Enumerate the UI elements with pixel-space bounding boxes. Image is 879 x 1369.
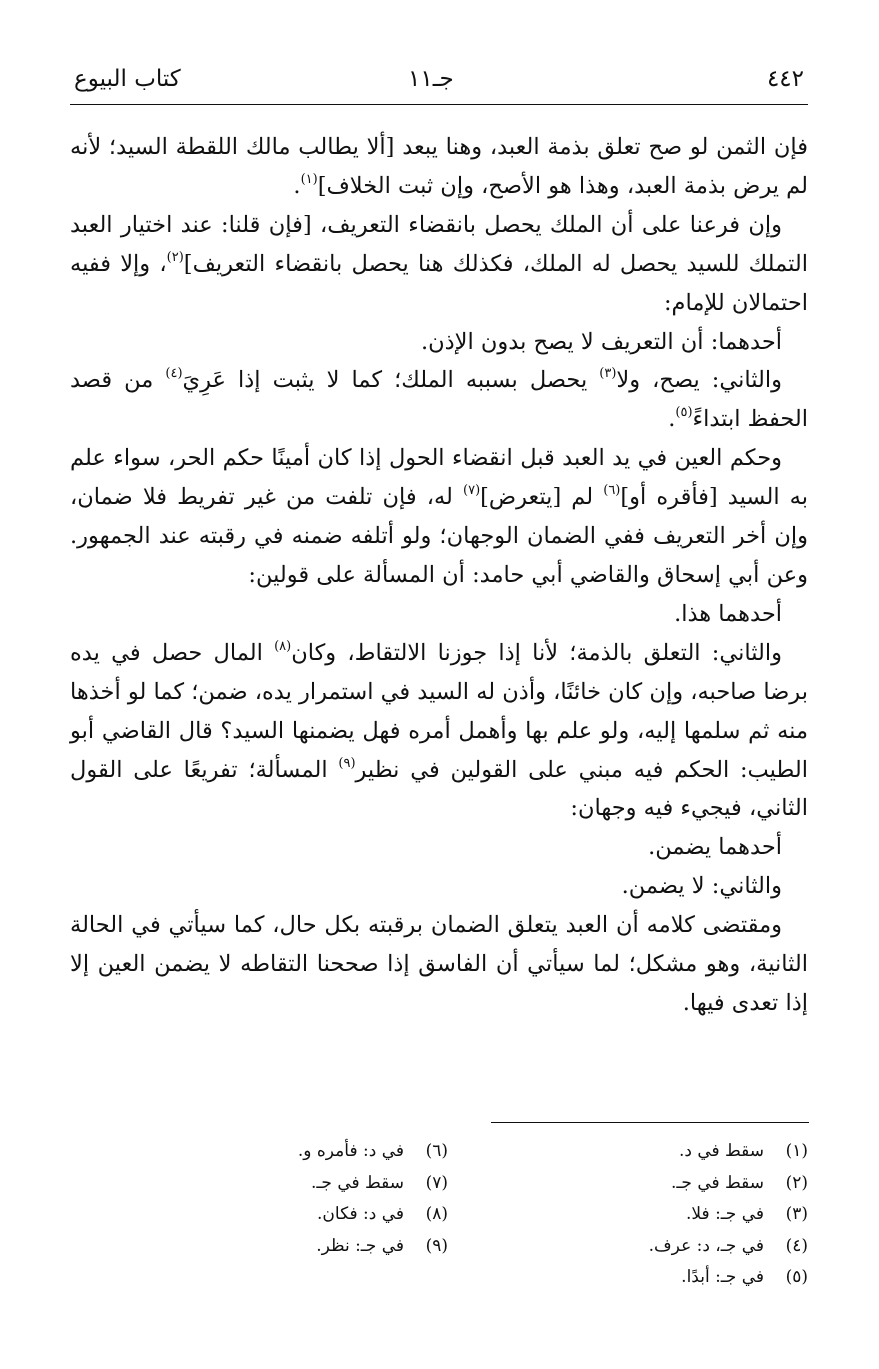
paragraph-text: . [668,406,676,433]
footnote-item [118,1231,448,1263]
footnote-ref: (٥) [675,405,693,421]
paragraph [70,634,808,829]
page-number: ٤٤٢ [766,66,804,92]
paragraph-text: يحصل بسببه الملك؛ كما لا يثبت إذا عَرِيَ [182,367,600,394]
footnote-text: في جـ: نظر. [316,1235,404,1256]
footnote-item [118,1168,448,1200]
paragraph-text: المسألة؛ تفريعًا على القول الثاني، فيجيء فيه وجهان: [70,756,808,822]
footnote-number: (٩) [425,1235,448,1256]
footnote-item [118,1136,448,1168]
footnote-number: (٢) [785,1172,808,1193]
paragraph [70,206,808,323]
paragraph-text: له، فإن تلفت من غير تفريط فلا ضمان، وإن أخر التعريف ففي الضمان الوجهان؛ ولو أتلفه ضمنه في رقبته عند الجمهور. وعن أبي إسحاق والقاضي أبي حامد: أن المسألة على قولين: [70,484,808,588]
footnote-number: (٦) [425,1141,448,1161]
footnote-text: في جـ: فلا. [686,1204,764,1224]
footnotes [70,1136,808,1296]
footnote-item [478,1136,808,1168]
footnote-text: في د: فكان. [317,1204,404,1224]
footnote-item [478,1168,808,1200]
paragraph-text: من قصد الحفظ ابتداءً [70,367,808,433]
footnote-text: سقط في د. [678,1141,764,1161]
footnote-ref: (٨) [274,638,292,654]
footnote-ref: (٧) [463,483,481,499]
book-title: كتاب البيوع [74,66,181,92]
paragraph [70,128,808,206]
paragraph-text: أحدهما هذا. [674,600,782,627]
paragraph [70,828,808,867]
paragraph [70,906,808,1023]
paragraph-text: والثاني: يصح، ولا [616,367,783,394]
paragraph [70,361,808,439]
footnote-text: في د: فأمره و. [297,1141,404,1161]
volume-label: جـ١١ [408,66,454,92]
footnote-divider [491,1122,809,1123]
paragraph-text: أحدهما يضمن. [648,834,782,861]
footnote-ref: (٢) [166,249,184,265]
paragraph [70,595,808,634]
footnote-number: (٣) [785,1204,808,1224]
footnote-ref: (٤) [165,366,183,382]
footnote-item [478,1231,808,1263]
paragraph-text: وإن فرعنا على أن الملك يحصل بانقضاء التعريف، [فإن قلنا: عند اختيار العبد التملك للسيد يحصل له الملك، فكذلك هنا يحصل بانقضاء التعريف] [70,211,808,277]
paragraph-text: والثاني: لا يضمن. [621,873,782,900]
paragraph-text: ومقتضى كلامه أن العبد يتعلق الضمان برقبته بكل حال، كما سيأتي في الحالة الثانية، وهو مشكل؛ لما سيأتي أن الفاسق إذا صححنا التقاطه لا يضمن العين إلا إذا تعدى فيها. [70,912,809,1016]
paragraph [70,867,808,906]
main-text [70,128,808,1023]
paragraph-text: . [293,172,301,199]
paragraph [70,323,808,362]
footnotes-column-right [478,1136,808,1294]
paragraph-text: وحكم العين في يد العبد قبل انقضاء الحول إذا كان أمينًا حكم الحر، سواء علم به السيد [فأقره أو] [70,445,808,511]
footnote-ref: (١) [300,171,318,187]
paragraph-text: المال حصل في يده برضا صاحبه، وإن كان خائنًا، وأذن له السيد في استمرار يده، ضمن؛ كما لو أخذها منه ثم سلمها إليه، ولو علم بها وأهمل أمره فهل يضمنها السيد؟ قال القاضي أبو الطيب: الحكم فيه مبني على القولين في نظير [70,639,809,783]
footnotes-column-left [118,1136,448,1262]
paragraph-text: لم [يتعرض] [480,484,604,511]
footnote-number: (٤) [785,1235,808,1256]
footnote-number: (٧) [425,1172,448,1193]
paragraph [70,439,808,595]
footnote-number: (١) [785,1141,808,1161]
page-header [70,60,808,105]
footnote-text: في جـ، د: عرف. [648,1235,764,1256]
paragraph-text: أحدهما: أن التعريف لا يصح بدون الإذن. [420,328,782,355]
footnote-item [478,1199,808,1231]
paragraph-text: فإن الثمن لو صح تعلق بذمة العبد، وهنا يبعد [ألا يطالب مالك اللقطة السيد؛ لأنه لم يرض بذمة العبد، وهذا هو الأصح، وإن ثبت الخلاف] [70,134,808,199]
footnote-item [478,1262,808,1294]
footnote-text: سقط في جـ. [311,1172,404,1193]
footnote-number: (٥) [785,1267,808,1287]
footnote-text: سقط في جـ. [671,1172,764,1193]
paragraph-text: ، وإلا ففيه احتمالان للإمام: [70,250,808,316]
footnote-number: (٨) [425,1204,448,1224]
footnote-ref: (٦) [603,483,621,499]
footnote-ref: (٩) [338,755,356,771]
footnote-item [118,1199,448,1231]
footnote-text: في جـ: أبدًا. [681,1267,764,1287]
paragraph-text: والثاني: التعلق بالذمة؛ لأنا إذا جوزنا الالتقاط، وكان [291,639,782,666]
footnote-ref: (٣) [599,366,617,382]
